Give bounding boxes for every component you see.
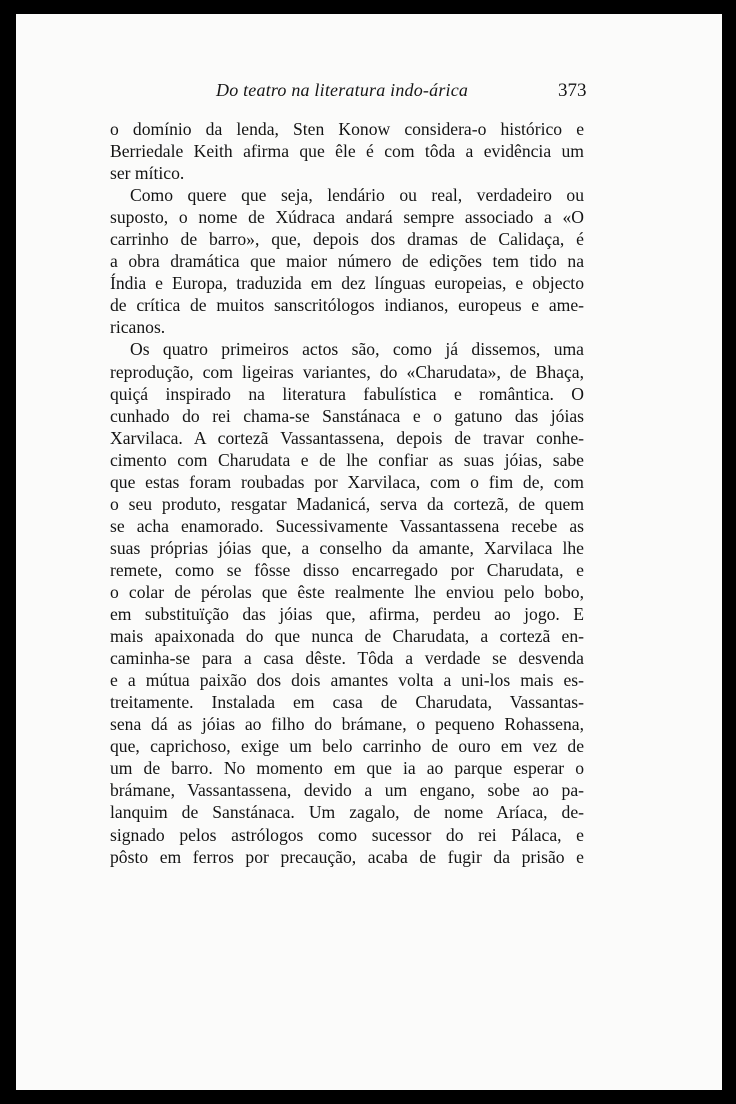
- paragraph: [110, 118, 584, 184]
- text-line: quiçá inspirado na literatura fabulística e romântica. O: [110, 383, 584, 404]
- text-line: sena dá as jóias ao filho do brámane, o pequeno Rohassena,: [110, 714, 584, 735]
- text-line: que estas foram roubadas por Xarvilaca, com o fim de, com: [110, 471, 584, 492]
- body-text: [110, 118, 584, 868]
- text-line: remete, como se fôsse disso encarregado por Charudata, e: [110, 559, 584, 580]
- text-line: que, caprichoso, exige um belo carrinho de ouro em vez de: [110, 736, 584, 757]
- text-line: ricanos.: [110, 317, 166, 338]
- book-page: [16, 14, 722, 1090]
- text-line: Os quatro primeiros actos são, como já dissemos, uma: [130, 339, 584, 360]
- text-line: o domínio da lenda, Sten Konow considera-o histórico e: [110, 119, 584, 139]
- text-line: cimento com Charudata e de lhe confiar as suas jóias, sabe: [110, 449, 584, 470]
- text-line: o seu produto, resgatar Madanicá, serva da cortezã, de quem: [110, 493, 584, 514]
- text-line: em substituïção das jóias que, afirma, perdeu ao jogo. E: [110, 604, 584, 625]
- text-line: mais apaixonada do que nunca de Charudata, a cortezã en-: [110, 626, 584, 647]
- text-line: reprodução, com ligeiras variantes, do «Charudata», de Bhaça,: [110, 361, 584, 382]
- text-line: o colar de pérolas que êste realmente lhe enviou pelo bobo,: [110, 581, 584, 602]
- text-line: Xarvilaca. A cortezã Vassantassena, depois de travar conhe-: [110, 427, 584, 448]
- text-line: a obra dramática que maior número de edições tem tido na: [110, 251, 584, 272]
- text-line: suas próprias jóias que, a conselho da amante, Xarvilaca lhe: [110, 537, 584, 558]
- text-line: Índia e Europa, traduzida em dez línguas europeias, e objecto: [110, 273, 584, 294]
- text-line: e a mútua paixão dos dois amantes volta a uni-los mais es-: [110, 670, 584, 691]
- text-line: cunhado do rei chama-se Sanstánaca e o gatuno das jóias: [110, 405, 584, 426]
- text-line: treitamente. Instalada em casa de Charudata, Vassantas-: [110, 692, 584, 713]
- text-line: um de barro. No momento em que ia ao parque esperar o: [110, 758, 584, 779]
- running-title: Do teatro na literatura indo-árica: [216, 80, 469, 100]
- text-line: pôsto em ferros por precaução, acaba de fugir da prisão e: [110, 846, 584, 867]
- text-line: ser mítico.: [110, 163, 185, 184]
- paragraph: [110, 338, 584, 867]
- text-line: signado pelos astrólogos como sucessor do rei Pálaca, e: [110, 824, 584, 845]
- text-line: lanquim de Sanstánaca. Um zagalo, de nome Aríaca, de-: [110, 802, 584, 823]
- text-line: carrinho de barro», que, depois dos dramas de Calidaça, é: [110, 229, 584, 250]
- text-line: Berriedale Keith afirma que êle é com tôda a evidência um: [110, 141, 584, 162]
- text-line: de crítica de muitos sanscritólogos indianos, europeus e ame-: [110, 295, 584, 316]
- text-line: caminha-se para a casa dêste. Tôda a verdade se desvenda: [110, 648, 584, 669]
- paragraph: [110, 184, 584, 338]
- text-line: se acha enamorado. Sucessivamente Vassantassena recebe as: [110, 515, 584, 536]
- page-header: [16, 80, 722, 110]
- page-number: 373: [558, 80, 587, 101]
- text-line: brámane, Vassantassena, devido a um engano, sobe ao pa-: [110, 780, 584, 801]
- text-line: suposto, o nome de Xúdraca andará sempre associado a «O: [110, 207, 584, 228]
- text-line: Como quere que seja, lendário ou real, verdadeiro ou: [130, 185, 584, 206]
